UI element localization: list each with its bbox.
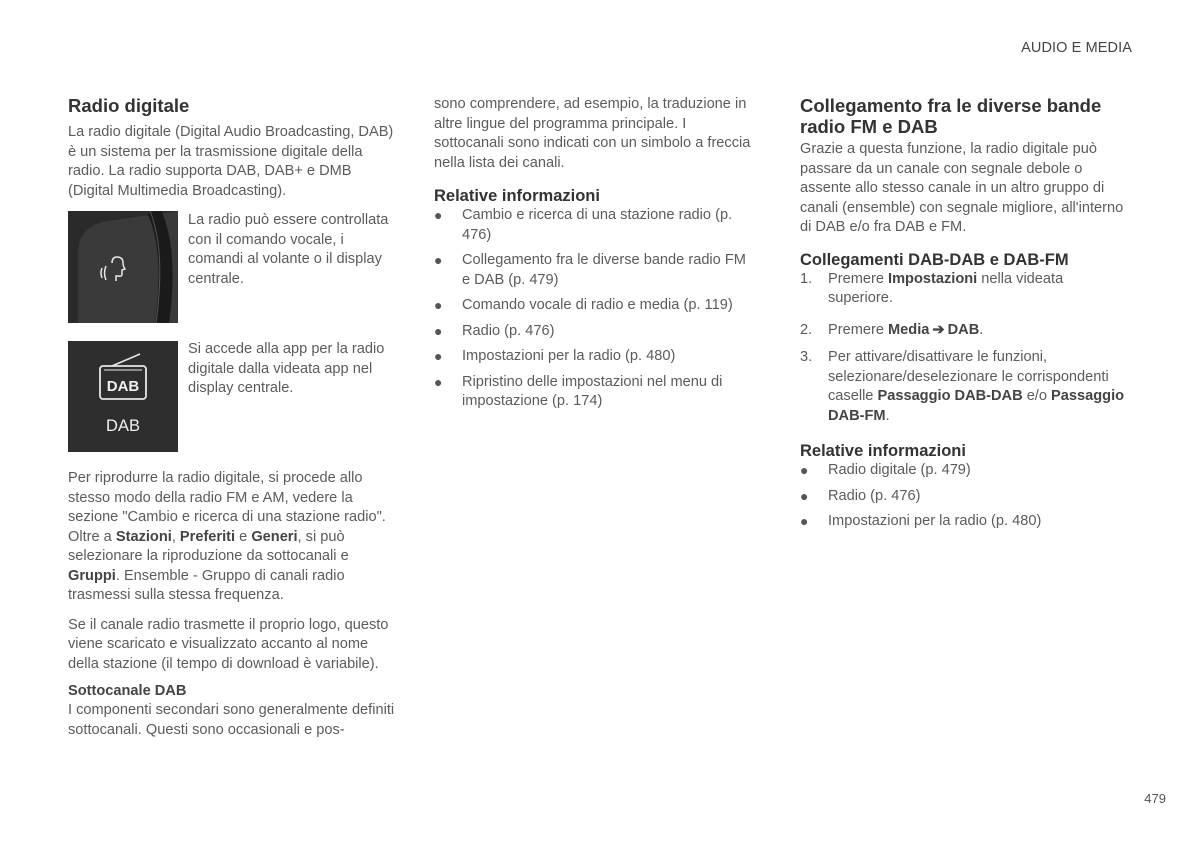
related-item[interactable]	[800, 461, 1126, 481]
playback-and: e	[235, 528, 252, 545]
related-item[interactable]	[434, 296, 756, 316]
dab-label: DAB	[947, 321, 980, 338]
step-text: .	[979, 321, 984, 338]
step-text: .	[885, 407, 890, 424]
heading-radio-digitale: Radio digitale	[68, 95, 190, 116]
related-item-label: Radio digitale (p. 479)	[828, 462, 971, 478]
step-number: 2.	[800, 321, 813, 338]
bullet-icon: ●	[434, 297, 443, 313]
section-header: AUDIO E MEDIA	[1021, 40, 1132, 56]
step-text: nella videata superiore.	[828, 270, 1064, 306]
dab-app-image	[68, 341, 178, 452]
generi-label: Generi	[251, 528, 298, 545]
related-item[interactable]	[800, 487, 1126, 507]
fm-dab-intro: Grazie a questa funzione, la radio digitale può passare da un canale con segnale debole o assente allo stesso canale in un altro gruppo di canali (ensemble) con segnale migliore, all'interno di DAB e/o fra DAB e FM.	[800, 141, 1124, 235]
related-item[interactable]	[800, 512, 1126, 532]
related-item[interactable]	[434, 347, 756, 367]
step-3	[800, 348, 1126, 426]
column-middle	[434, 95, 756, 412]
dab-app-caption: DAB	[106, 417, 140, 435]
related-item[interactable]	[434, 373, 756, 412]
related-info-heading: Relative informazioni	[434, 187, 600, 205]
voice-control-text: La radio può essere controllata con il comando vocale, i comandi al volante o il display centrale.	[188, 212, 389, 287]
related-item-label: Radio (p. 476)	[462, 322, 555, 339]
bullet-icon: ●	[800, 513, 809, 529]
dab-badge-label: DAB	[106, 378, 140, 395]
step-text: Per attivare/disattivare le funzioni, selezionare/deselezionare le corrispondenti caselle	[828, 349, 1109, 404]
bullet-icon: ●	[434, 373, 443, 390]
media-label: Media	[888, 321, 930, 338]
related-item-label: Radio (p. 476)	[828, 487, 921, 504]
links-heading: Collegamenti DAB-DAB e DAB-FM	[800, 250, 1069, 269]
related-item-label: Ripristino delle impostazioni nel menu di impostazione (p. 174)	[462, 373, 723, 409]
app-access-text: Si accede alla app per la radio digitale dalla videata app nel display centrale.	[188, 341, 385, 396]
step-text: Premere	[828, 321, 889, 338]
step-1	[800, 270, 1126, 309]
step-text: e/o	[1022, 388, 1052, 404]
related-item[interactable]	[434, 251, 756, 290]
page-number: 479	[1144, 791, 1166, 806]
bullet-icon: ●	[434, 207, 443, 223]
bullet-icon: ●	[434, 322, 443, 339]
logo-paragraph: Se il canale radio trasmette il proprio logo, questo viene scaricato e visualizzato accanto al nome della stazione (il tempo di download è variabile).	[68, 616, 389, 672]
bullet-icon: ●	[434, 348, 443, 364]
step-text: Premere	[828, 270, 889, 287]
step-number: 3.	[800, 349, 813, 365]
voice-control-image	[68, 211, 178, 323]
related-item-label: Comando vocale di radio e media (p. 119)	[462, 297, 733, 313]
passaggio-dab-dab-label: Passaggio DAB-DAB	[877, 388, 1023, 404]
bullet-icon: ●	[434, 252, 443, 268]
playback-text-a: Per riprodurre la radio digitale, si procede allo stesso modo della radio FM e AM, vedere la sezione "Cambio e ricerca di una stazione radio". Oltre a	[68, 470, 386, 545]
bullet-icon: ●	[800, 462, 809, 478]
intro-paragraph: La radio digitale (Digital Audio Broadcasting, DAB) è un sistema per la trasmissione digitale della radio. La radio supporta DAB, DAB+ e DMB (Digital Multimedia Broadcasting).	[68, 124, 394, 199]
related-list	[434, 206, 756, 412]
related-item[interactable]	[434, 206, 756, 245]
gruppi-label: Gruppi	[68, 567, 116, 584]
related-item-label: Impostazioni per la radio (p. 480)	[828, 513, 1042, 529]
column-left	[68, 95, 400, 201]
related-item-label: Collegamento fra le diverse bande radio FM e DAB (p. 479)	[462, 252, 746, 288]
playback-text-b: , si può selezionare la riproduzione da sottocanali e	[68, 528, 349, 564]
preferiti-label: Preferiti	[179, 528, 236, 545]
subchannel-heading: Sottocanale DAB	[68, 683, 187, 699]
subchannel-continued-text: sono comprendere, ad esempio, la traduzione in altre lingue del programma principale. I sottocanali sono indicati con un simbolo a freccia nella lista dei canali.	[434, 96, 751, 171]
column-left-lower	[68, 469, 402, 740]
subchannel-text: I componenti secondari sono generalmente definiti sottocanali. Questi sono occasionali e pos-	[68, 702, 395, 738]
stazioni-label: Stazioni	[115, 528, 172, 545]
related-item-label: Impostazioni per la radio (p. 480)	[462, 348, 676, 364]
steering-wheel-voice-icon	[68, 211, 178, 323]
passaggio-dab-fm-label: Passaggio DAB-FM	[828, 388, 1125, 424]
related-item-label: Cambio e ricerca di una stazione radio (p. 476)	[462, 207, 733, 243]
related-item[interactable]	[434, 322, 756, 342]
bullet-icon: ●	[800, 487, 809, 504]
step-number: 1.	[800, 270, 813, 287]
playback-paragraph	[68, 469, 402, 606]
column-right	[800, 95, 1126, 532]
arrow-right-icon: ➔	[932, 321, 945, 338]
step-2	[800, 321, 1126, 341]
related-info-heading-right: Relative informazioni	[800, 442, 966, 460]
playback-text-c: . Ensemble - Gruppo di canali radio trasmessi sulla stessa frequenza.	[68, 567, 345, 603]
related-list-right	[800, 461, 1126, 532]
impostazioni-label: Impostazioni	[888, 270, 978, 287]
heading-fm-dab-link: Collegamento fra le diverse bande radio FM e DAB	[800, 95, 1102, 137]
playback-comma: ,	[171, 528, 180, 545]
